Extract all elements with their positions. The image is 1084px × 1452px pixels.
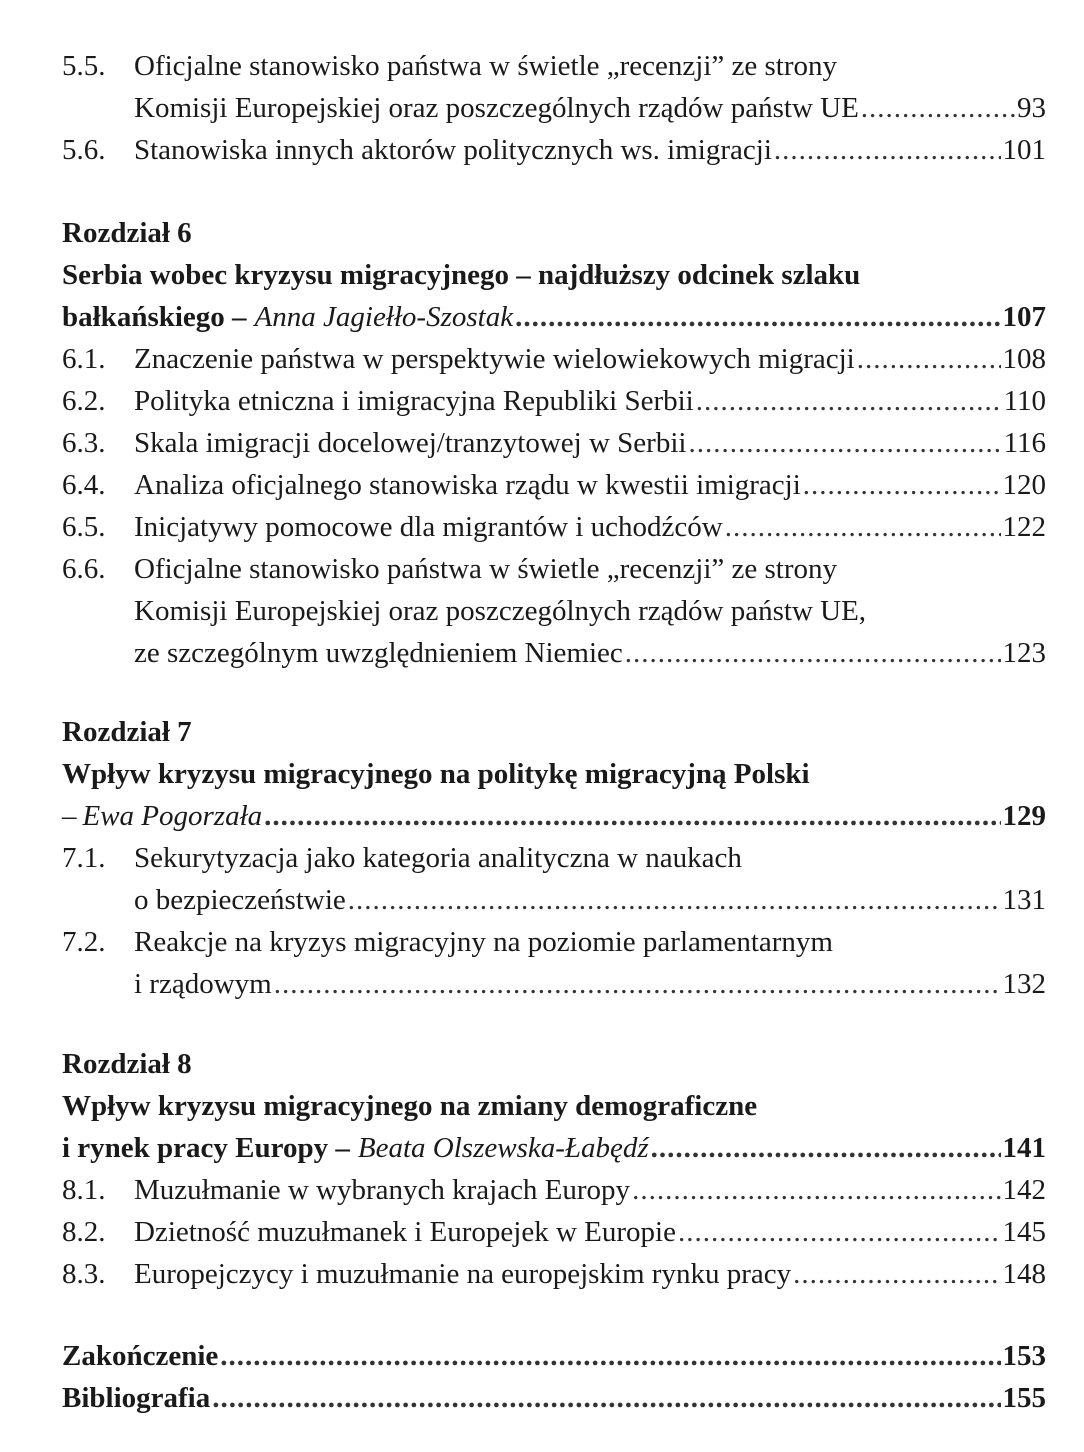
entry-title: Komisji Europejskiej oraz poszczególnych rządów państw UE, <box>134 595 867 627</box>
chapter-title <box>62 753 1046 795</box>
entry-title: Polityka etniczna i imigracyjna Republiki Serbii <box>134 385 694 417</box>
toc-entry-5-5-cont <box>62 87 1046 129</box>
toc-entry-6-2 <box>62 380 1046 422</box>
toc-entry-6-6 <box>62 548 1046 590</box>
toc-entry-5-6 <box>62 129 1046 171</box>
entry-title: Europejczycy i muzułmanie na europejskim rynku pracy <box>134 1258 792 1290</box>
chapter-7 <box>62 711 1046 1005</box>
entry-title: Oficjalne stanowisko państwa w świetle „recenzji” ze strony <box>134 553 837 585</box>
entry-title: i rządowym <box>134 968 272 1000</box>
page-number: 141 <box>1002 1132 1046 1164</box>
chapter-title-line1: Wpływ kryzysu migracyjnego na politykę migracyjną Polski <box>62 758 810 790</box>
entry-number: 7.1. <box>62 842 106 874</box>
page-number: 148 <box>1002 1258 1046 1290</box>
toc-entry-7-1-cont <box>62 879 1046 921</box>
entry-title: o bezpieczeństwie <box>134 884 346 916</box>
page-number: 107 <box>1002 301 1046 333</box>
toc-entry-bibliography <box>62 1377 1046 1419</box>
entry-number: 7.2. <box>62 926 106 958</box>
dot-leader <box>348 879 1001 921</box>
dot-leader <box>861 87 1015 129</box>
entry-title: Stanowiska innych aktorów politycznych ws. imigracji <box>134 134 772 166</box>
page-number: 142 <box>1002 1174 1046 1206</box>
entry-title: Dzietność muzułmanek i Europejek w Europie <box>134 1216 676 1248</box>
dot-leader <box>857 338 1001 380</box>
page-number: 145 <box>1002 1216 1046 1248</box>
dot-leader <box>274 963 1001 1005</box>
chapter-title <box>62 1085 1046 1127</box>
entry-number: 8.3. <box>62 1258 106 1290</box>
entry-number: 6.3. <box>62 427 106 459</box>
chapter-title-author-line <box>62 296 1046 338</box>
chapter-author: Anna Jagiełło-Szostak <box>254 301 514 333</box>
toc-entry-7-2-cont <box>62 963 1046 1005</box>
toc-entry-6-6-cont2 <box>62 632 1046 674</box>
toc-entry-6-3 <box>62 422 1046 464</box>
author-dash: – <box>62 800 77 832</box>
entry-title: Skala imigracji docelowej/tranzytowej w Serbii <box>134 427 687 459</box>
toc-entry-6-5 <box>62 506 1046 548</box>
entry-title: Bibliografia <box>62 1382 211 1414</box>
entry-title: Reakcje na kryzys migracyjny na poziomie parlamentarnym <box>134 926 833 958</box>
dot-leader <box>625 632 1001 674</box>
chapter-8 <box>62 1043 1046 1295</box>
dot-leader <box>774 129 1001 171</box>
toc-entry-8-2 <box>62 1211 1046 1253</box>
toc-entry-6-6-cont <box>62 590 1046 632</box>
entry-title: Znaczenie państwa w perspektywie wielowiekowych migracji <box>134 343 855 375</box>
entry-title: Komisji Europejskiej oraz poszczególnych rządów państw UE <box>134 92 859 124</box>
page-number: 129 <box>1002 800 1046 832</box>
chapter-label <box>62 711 1046 753</box>
chapter-title-line1: Serbia wobec kryzysu migracyjnego – najdłuższy odcinek szlaku <box>62 259 861 291</box>
chapter-label <box>62 212 1046 254</box>
toc-entry-conclusion <box>62 1335 1046 1377</box>
entry-number: 5.6. <box>62 134 106 166</box>
page-number: 116 <box>1003 427 1046 459</box>
dot-leader <box>688 422 1001 464</box>
chapter-title-line1: Wpływ kryzysu migracyjnego na zmiany demograficzne <box>62 1090 758 1122</box>
entry-title: Analiza oficjalnego stanowiska rządu w kwestii imigracji <box>134 469 801 501</box>
entry-number: 6.4. <box>62 469 106 501</box>
entry-number: 6.1. <box>62 343 106 375</box>
entry-title: Zakończenie <box>62 1340 219 1372</box>
chapter-label-text: Rozdział 6 <box>62 217 192 249</box>
chapter-author: Beata Olszewska-Łabędź <box>357 1132 649 1164</box>
entry-number: 6.5. <box>62 511 106 543</box>
toc-entry-5-5 <box>62 45 1046 87</box>
entry-number: 6.6. <box>62 553 106 585</box>
dot-leader <box>651 1127 1001 1169</box>
chapter-title-author-line <box>62 1127 1046 1169</box>
end-matter <box>62 1335 1046 1419</box>
dot-leader <box>725 506 1001 548</box>
chapter-6 <box>62 212 1046 674</box>
entry-number: 6.2. <box>62 385 106 417</box>
chapter-label-text: Rozdział 8 <box>62 1048 192 1080</box>
chapter-title <box>62 254 1046 296</box>
chapter-title-line2: bałkańskiego – <box>62 301 247 333</box>
page-number: 93 <box>1017 92 1046 124</box>
dot-leader <box>803 464 1001 506</box>
entry-title: Sekurytyzacja jako kategoria analityczna w naukach <box>134 842 742 874</box>
page-number: 131 <box>1002 884 1046 916</box>
toc-entry-7-1 <box>62 837 1046 879</box>
entry-number: 5.5. <box>62 50 106 82</box>
dot-leader <box>515 296 1000 338</box>
page-number: 155 <box>1002 1382 1046 1414</box>
toc-entry-6-1 <box>62 338 1046 380</box>
chapter-author-line <box>62 795 1046 837</box>
page-number: 153 <box>1002 1340 1046 1372</box>
dot-leader <box>696 380 1002 422</box>
dot-leader <box>678 1211 1001 1253</box>
chapter-5-continuation <box>62 45 1046 171</box>
entry-number: 8.1. <box>62 1174 106 1206</box>
page-number: 132 <box>1002 968 1046 1000</box>
toc-entry-6-4 <box>62 464 1046 506</box>
dot-leader <box>220 1335 1000 1377</box>
chapter-label-text: Rozdział 7 <box>62 716 192 748</box>
chapter-title-line2: i rynek pracy Europy – <box>62 1132 350 1164</box>
entry-title: ze szczególnym uwzględnieniem Niemiec <box>134 637 623 669</box>
entry-title: Muzułmanie w wybranych krajach Europy <box>134 1174 631 1206</box>
entry-title: Inicjatywy pomocowe dla migrantów i uchodźców <box>134 511 723 543</box>
page-number: 108 <box>1002 343 1046 375</box>
page-number: 101 <box>1002 134 1046 166</box>
entry-title: Oficjalne stanowisko państwa w świetle „recenzji” ze strony <box>134 50 837 82</box>
page-number: 110 <box>1003 385 1046 417</box>
page-number: 122 <box>1002 511 1046 543</box>
toc-entry-8-1 <box>62 1169 1046 1211</box>
page-number: 120 <box>1002 469 1046 501</box>
dot-leader <box>264 795 1000 837</box>
toc-entry-7-2 <box>62 921 1046 963</box>
dot-leader <box>793 1253 1000 1295</box>
toc-entry-8-3 <box>62 1253 1046 1295</box>
dot-leader <box>632 1169 1000 1211</box>
page-number: 123 <box>1002 637 1046 669</box>
chapter-label <box>62 1043 1046 1085</box>
chapter-author: Ewa Pogorzała <box>82 800 263 832</box>
dot-leader <box>212 1377 1000 1419</box>
entry-number: 8.2. <box>62 1216 106 1248</box>
